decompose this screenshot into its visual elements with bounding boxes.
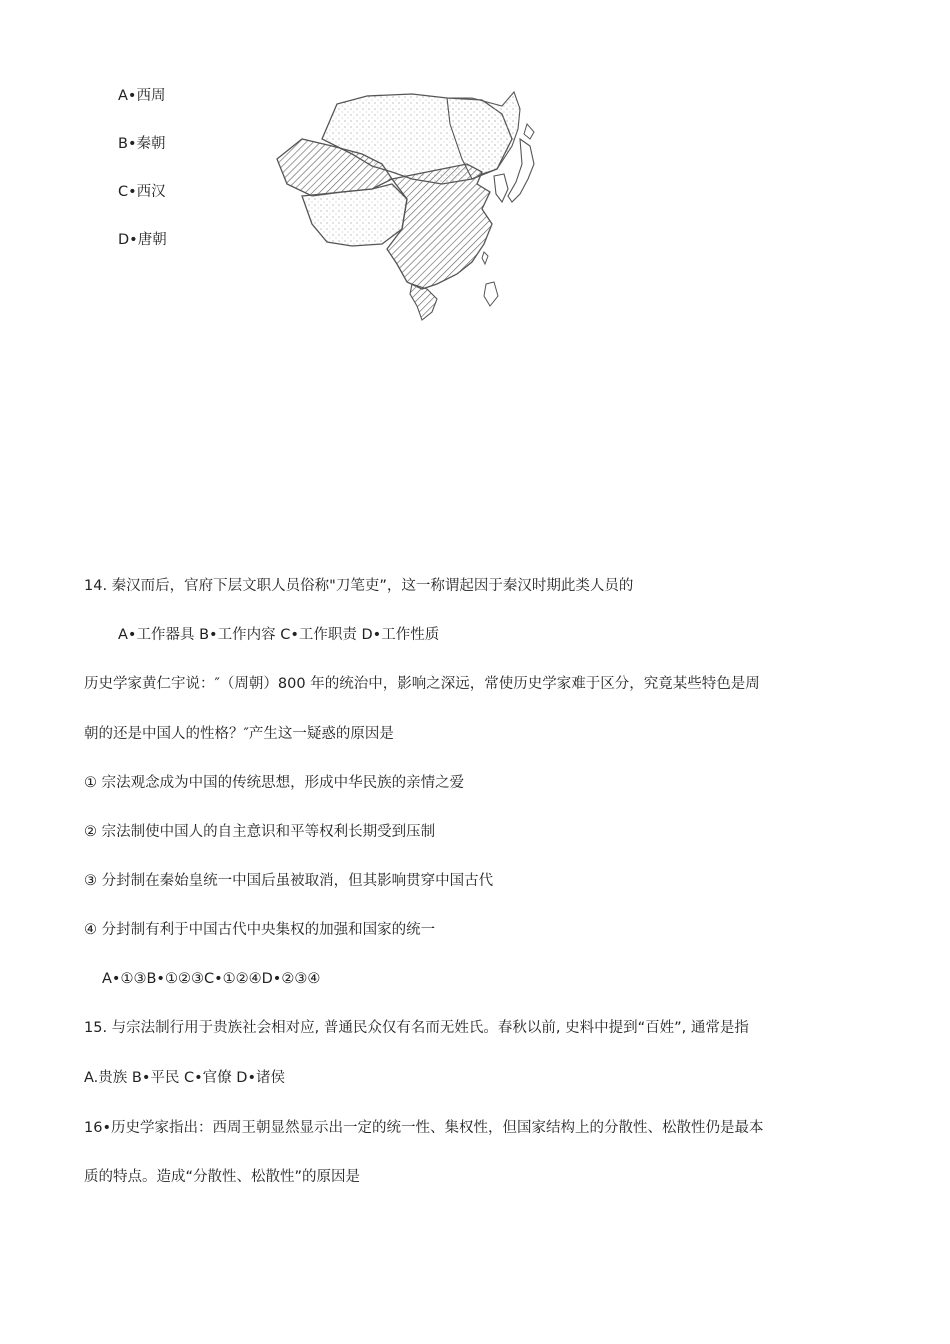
q15-stem: 15. 与宗法制行用于贵族社会相对应, 普通民众仅有名而无姓氏。春秋以前, 史料中提到“百姓”, 通常是指	[84, 1020, 749, 1036]
q16-stem-line1: 16•历史学家指出：西周王朝显然显示出一定的统一性、集权性，但国家结构上的分散性、松散性仍是最本	[84, 1120, 764, 1136]
east-asia-map-icon	[272, 84, 562, 324]
q13-option-b: B•秦朝	[118, 136, 166, 152]
qzhou-stem-line2: 朝的还是中国人的性格？″产生这一疑惑的原因是	[84, 726, 394, 742]
q13-option-d: D•唐朝	[118, 232, 167, 248]
q15-options: A.贵族 B•平民 C•官僚 D•诸侯	[84, 1070, 285, 1086]
qzhou-statement-4: ④ 分封制有利于中国古代中央集权的加强和国家的统一	[84, 922, 436, 938]
q14-options: A•工作器具 B•工作内容 C•工作职责 D•工作性质	[118, 627, 440, 643]
q13-option-c: C•西汉	[118, 184, 166, 200]
q14-stem: 14. 秦汉而后，官府下层文职人员俗称"刀笔吏”，这一称谓起因于秦汉时期此类人员的	[84, 578, 634, 594]
qzhou-statement-3: ③ 分封制在秦始皇统一中国后虽被取消，但其影响贯穿中国古代	[84, 873, 494, 889]
q16-stem-line2: 质的特点。造成“分散性、松散性”的原因是	[84, 1169, 361, 1185]
qzhou-stem-line1: 历史学家黄仁宇说：″（周朝）800 年的统治中，影响之深远，常使历史学家难于区分，究竟某些特色是周	[84, 676, 760, 692]
q13-option-a: A•西周	[118, 88, 166, 104]
qzhou-statement-1: ① 宗法观念成为中国的传统思想，形成中华民族的亲情之爱	[84, 775, 465, 791]
qzhou-statement-2: ② 宗法制使中国人的自主意识和平等权利长期受到压制	[84, 824, 436, 840]
qzhou-options: A•①③B•①②③C•①②④D•②③④	[102, 971, 321, 987]
